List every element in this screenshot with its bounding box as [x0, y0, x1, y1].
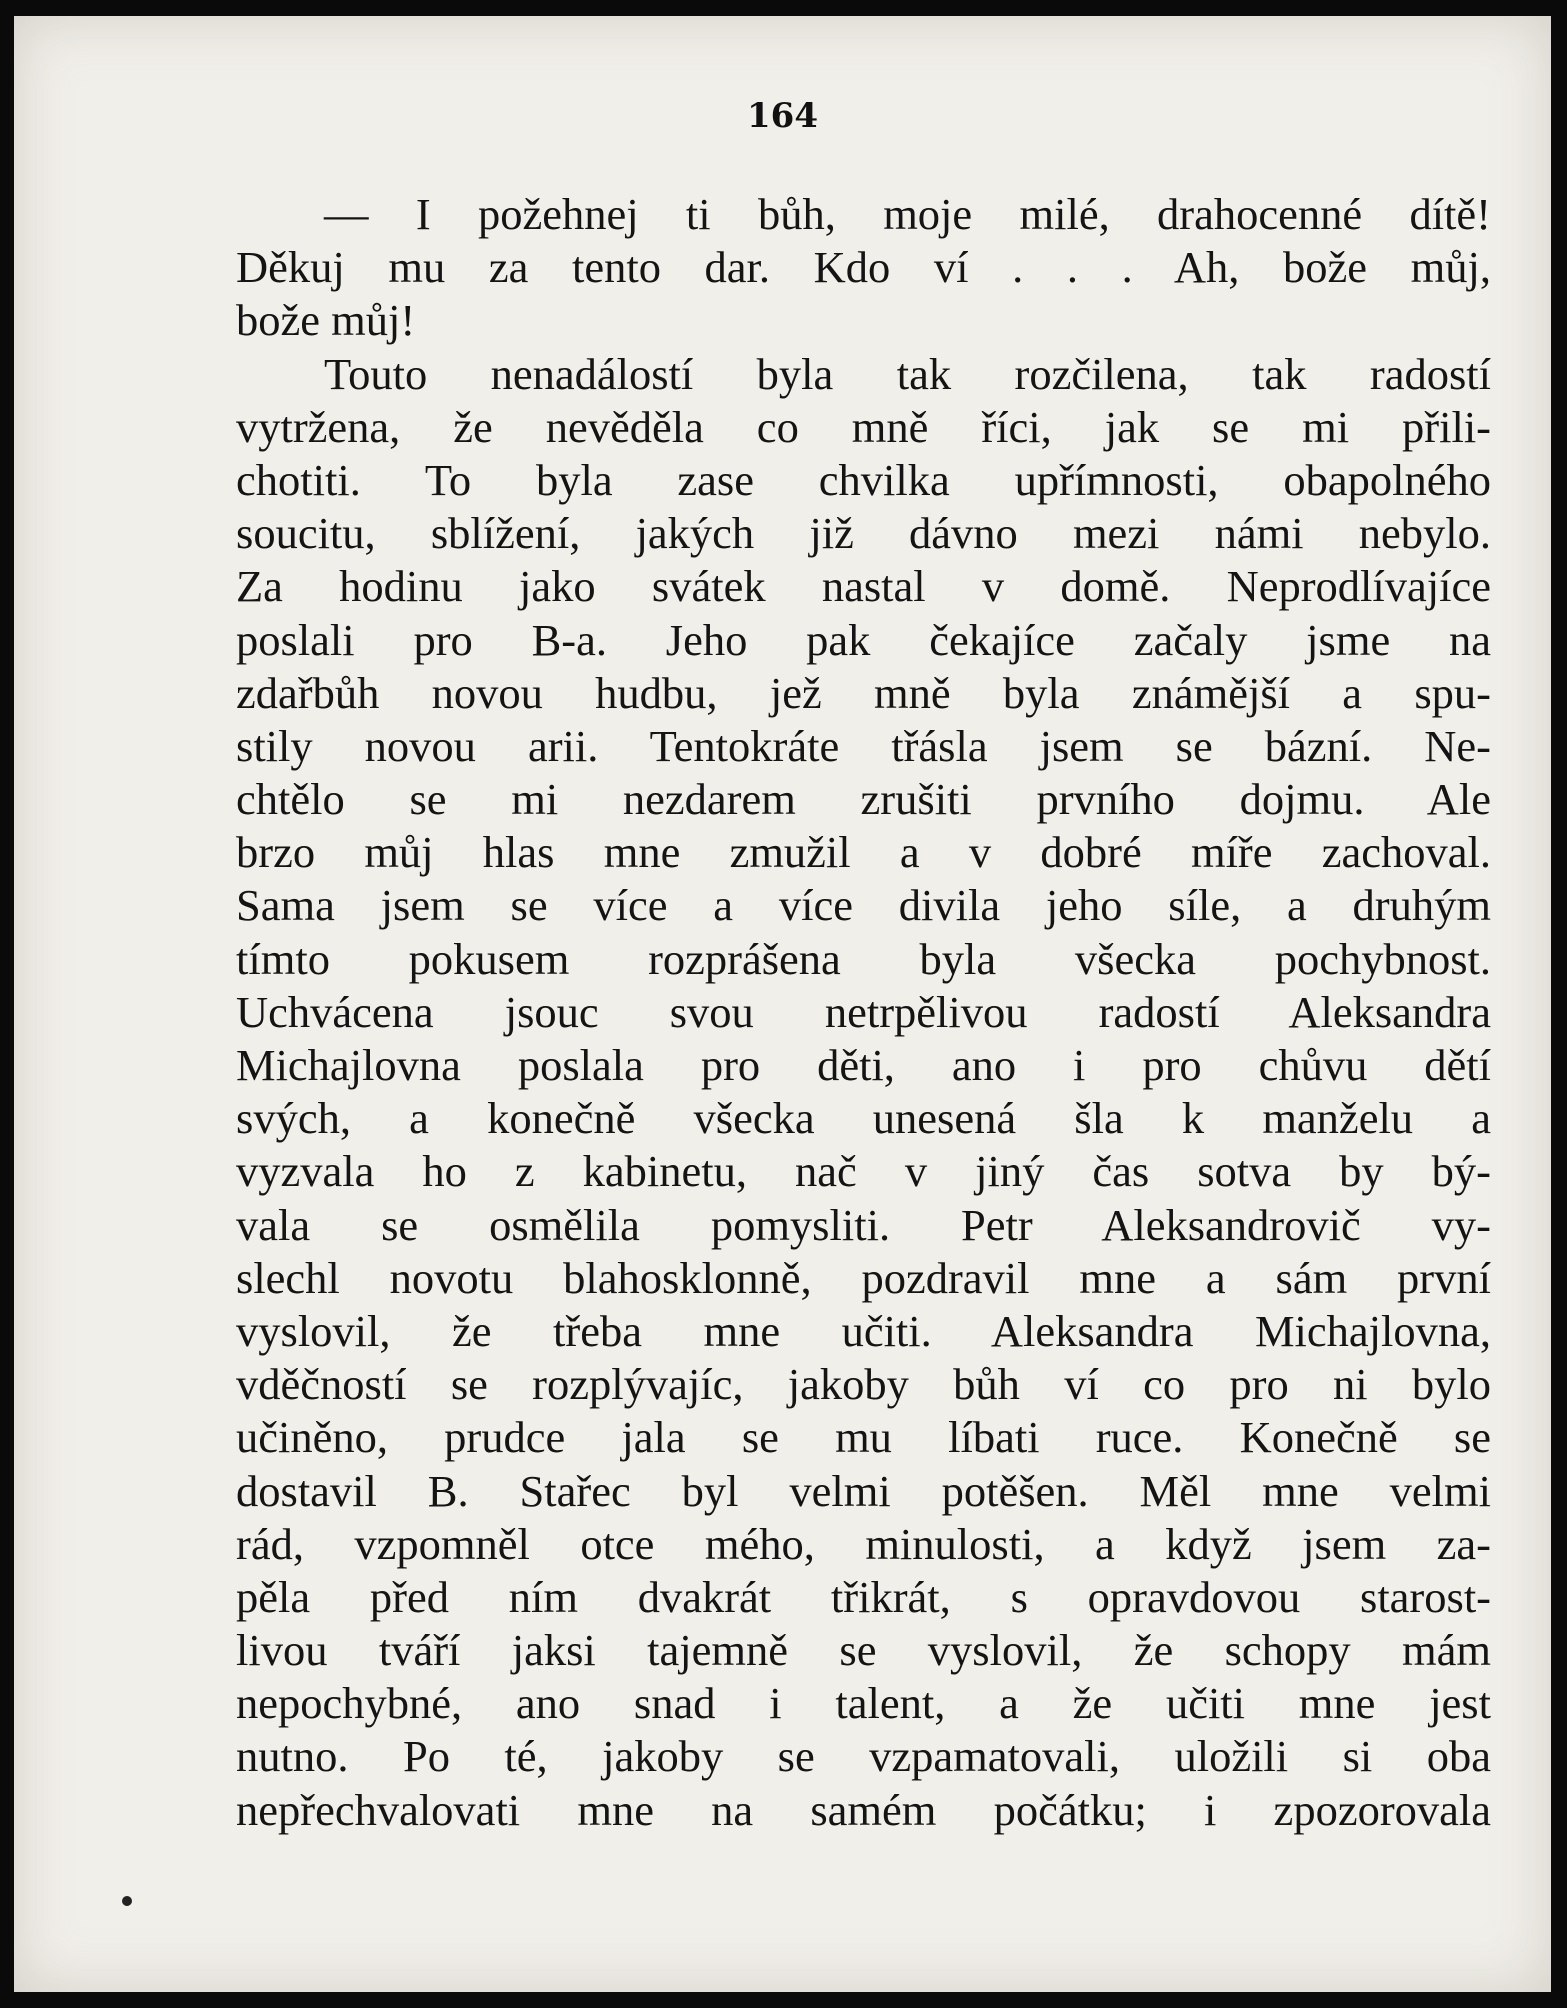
page-number: 164 [747, 96, 818, 136]
text-line: Touto nenadálostí byla tak rozčilena, tak radostí [324, 348, 1491, 399]
text-line: vyslovil, že třeba mne učiti. Aleksandra Michajlovna, [236, 1305, 1491, 1356]
text-line: bože můj! [236, 295, 416, 346]
ink-speck [122, 1896, 132, 1906]
book-page [14, 16, 1551, 1992]
text-line: Uchvácena jsouc svou netrpělivou radostí Aleksandra [236, 986, 1491, 1037]
text-line: pěla před ním dvakrát třikrát, s opravdovou starost- [236, 1571, 1491, 1622]
text-line: dostavil B. Stařec byl velmi potěšen. Měl mne velmi [236, 1465, 1491, 1516]
body-text [236, 188, 1491, 1837]
text-line: Michajlovna poslala pro děti, ano i pro chůvu dětí [236, 1040, 1491, 1090]
text-line: — I požehnej ti bůh, moje milé, drahocenné dítě! [324, 189, 1491, 239]
text-line: vytržena, že nevěděla co mně říci, jak se mi přili- [236, 401, 1491, 452]
text-line: zdařbůh novou hudbu, jež mně byla známější a spu- [236, 667, 1491, 718]
text-line: Děkuj mu za tento dar. Kdo ví . . . Ah, bože můj, [236, 242, 1491, 293]
text-line: vyzvala ho z kabinetu, nač v jiný čas sotva by bý- [236, 1146, 1491, 1197]
text-line: Za hodinu jako svátek nastal v domě. Neprodlívajíce [236, 561, 1491, 612]
text-line: nepřechvalovati mne na samém počátku; i zpozorovala [236, 1784, 1491, 1835]
text-line: Sama jsem se více a více divila jeho síle, a druhým [236, 880, 1491, 931]
text-line: chotiti. To byla zase chvilka upřímnosti, obapolného [236, 454, 1491, 505]
text-line: tímto pokusem rozprášena byla všecka pochybnost. [236, 933, 1491, 984]
text-line: poslali pro B-a. Jeho pak čekajíce začaly jsme na [236, 614, 1491, 665]
text-line: livou tváří jaksi tajemně se vyslovil, že schopy mám [236, 1625, 1491, 1676]
text-line: rád, vzpomněl otce mého, minulosti, a když jsem za- [236, 1518, 1491, 1569]
text-line: nepochybné, ano snad i talent, a že učiti mne jest [236, 1678, 1491, 1729]
text-line: vděčností se rozplývajíc, jakoby bůh ví co pro ni bylo [236, 1359, 1491, 1410]
text-line: učiněno, prudce jala se mu líbati ruce. Konečně se [236, 1412, 1491, 1463]
text-line: nutno. Po té, jakoby se vzpamatovali, uložili si oba [236, 1731, 1491, 1782]
text-line: slechl novotu blahosklonně, pozdravil mne a sám první [236, 1252, 1491, 1303]
text-line: vala se osmělila pomysliti. Petr Aleksandrovič vy- [236, 1199, 1491, 1250]
text-line: brzo můj hlas mne zmužil a v dobré míře zachoval. [236, 827, 1491, 878]
text-line: stily novou arii. Tentokráte třásla jsem se bázní. Ne- [236, 720, 1491, 771]
text-line: svých, a konečně všecka unesená šla k manželu a [236, 1093, 1491, 1144]
text-line: soucitu, sblížení, jakých již dávno mezi námi nebylo. [236, 508, 1491, 559]
text-line: chtělo se mi nezdarem zrušiti prvního dojmu. Ale [236, 774, 1491, 825]
